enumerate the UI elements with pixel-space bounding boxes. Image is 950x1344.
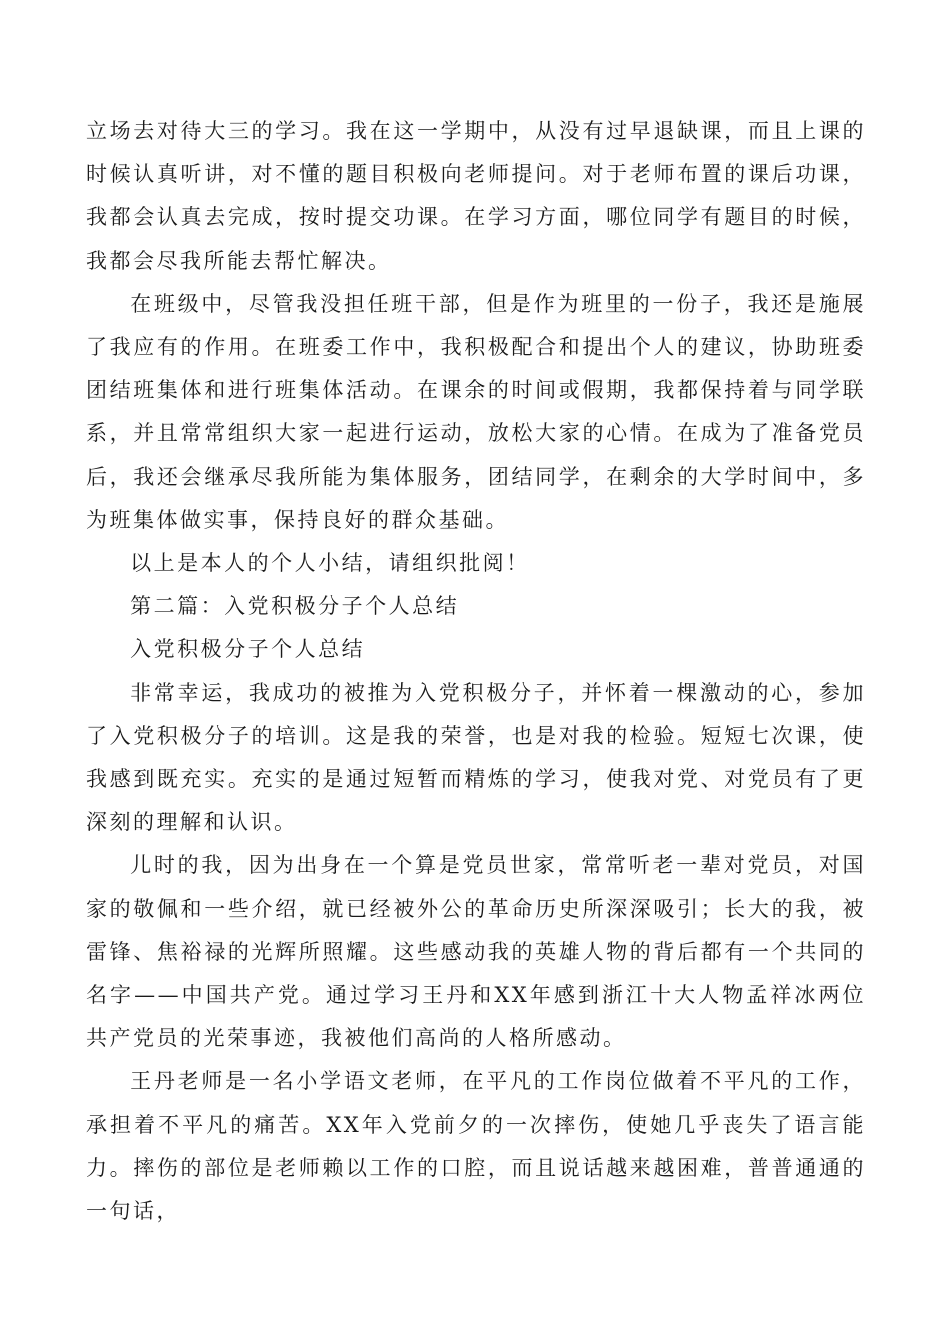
paragraph-childhood: 儿时的我，因为出身在一个算是党员世家，常常听老一辈对党员，对国家的敬佩和一些介绍，就已经被外公的革命历史所深深吸引；长大的我，被雷锋、焦裕禄的光辉所照耀。这些感动我的英雄人物的背后都有一个共同的名字——中国共产党。通过学习王丹和XX年感到浙江十大人物孟祥冰两位共产党员的光荣事迹，我被他们高尚的人格所感动。 (86, 853, 866, 1051)
paragraph-training: 非常幸运，我成功的被推为入党积极分子，并怀着一棵激动的心，参加了入党积极分子的培训。这是我的荣誉，也是对我的检验。短短七次课，使我感到既充实。充实的是通过短暂而精炼的学习，使我对党、对党员有了更深刻的理解和认识。 (86, 680, 866, 835)
paragraph-study-attitude: 立场去对待大三的学习。我在这一学期中，从没有过早退缺课，而且上课的时候认真听讲，对不懂的题目积极向老师提问。对于老师布置的课后功课，我都会认真去完成，按时提交功课。在学习方面，哪位同学有题目的时候，我都会尽我所能去帮忙解决。 (86, 119, 866, 273)
paragraph-wang-dan: 王丹老师是一名小学语文老师，在平凡的工作岗位做着不平凡的工作，承担着不平凡的痛苦。XX年入党前夕的一次摔伤，使她几乎丧失了语言能力。摔伤的部位是老师赖以工作的口腔，而且说话越来越困难，普普通通的一句话， (86, 1069, 866, 1224)
section-subtitle: 入党积极分子个人总结 (130, 637, 366, 662)
section-heading: 第二篇：入党积极分子个人总结 (130, 594, 460, 619)
document-body (86, 110, 866, 1233)
paragraph-class-role: 在班级中，尽管我没担任班干部，但是作为班里的一份子，我还是施展了我应有的作用。在班委工作中，我积极配合和提出个人的建议，协助班委团结班集体和进行班集体活动。在课余的时间或假期，我都保持着与同学联系，并且常常组织大家一起进行运动，放松大家的心情。在成为了准备党员后，我还会继承尽我所能为集体服务，团结同学，在剩余的大学时间中，多为班集体做实事，保持良好的群众基础。 (86, 291, 866, 532)
paragraph-closing-remark: 以上是本人的个人小结，请组织批阅！ (130, 551, 530, 576)
